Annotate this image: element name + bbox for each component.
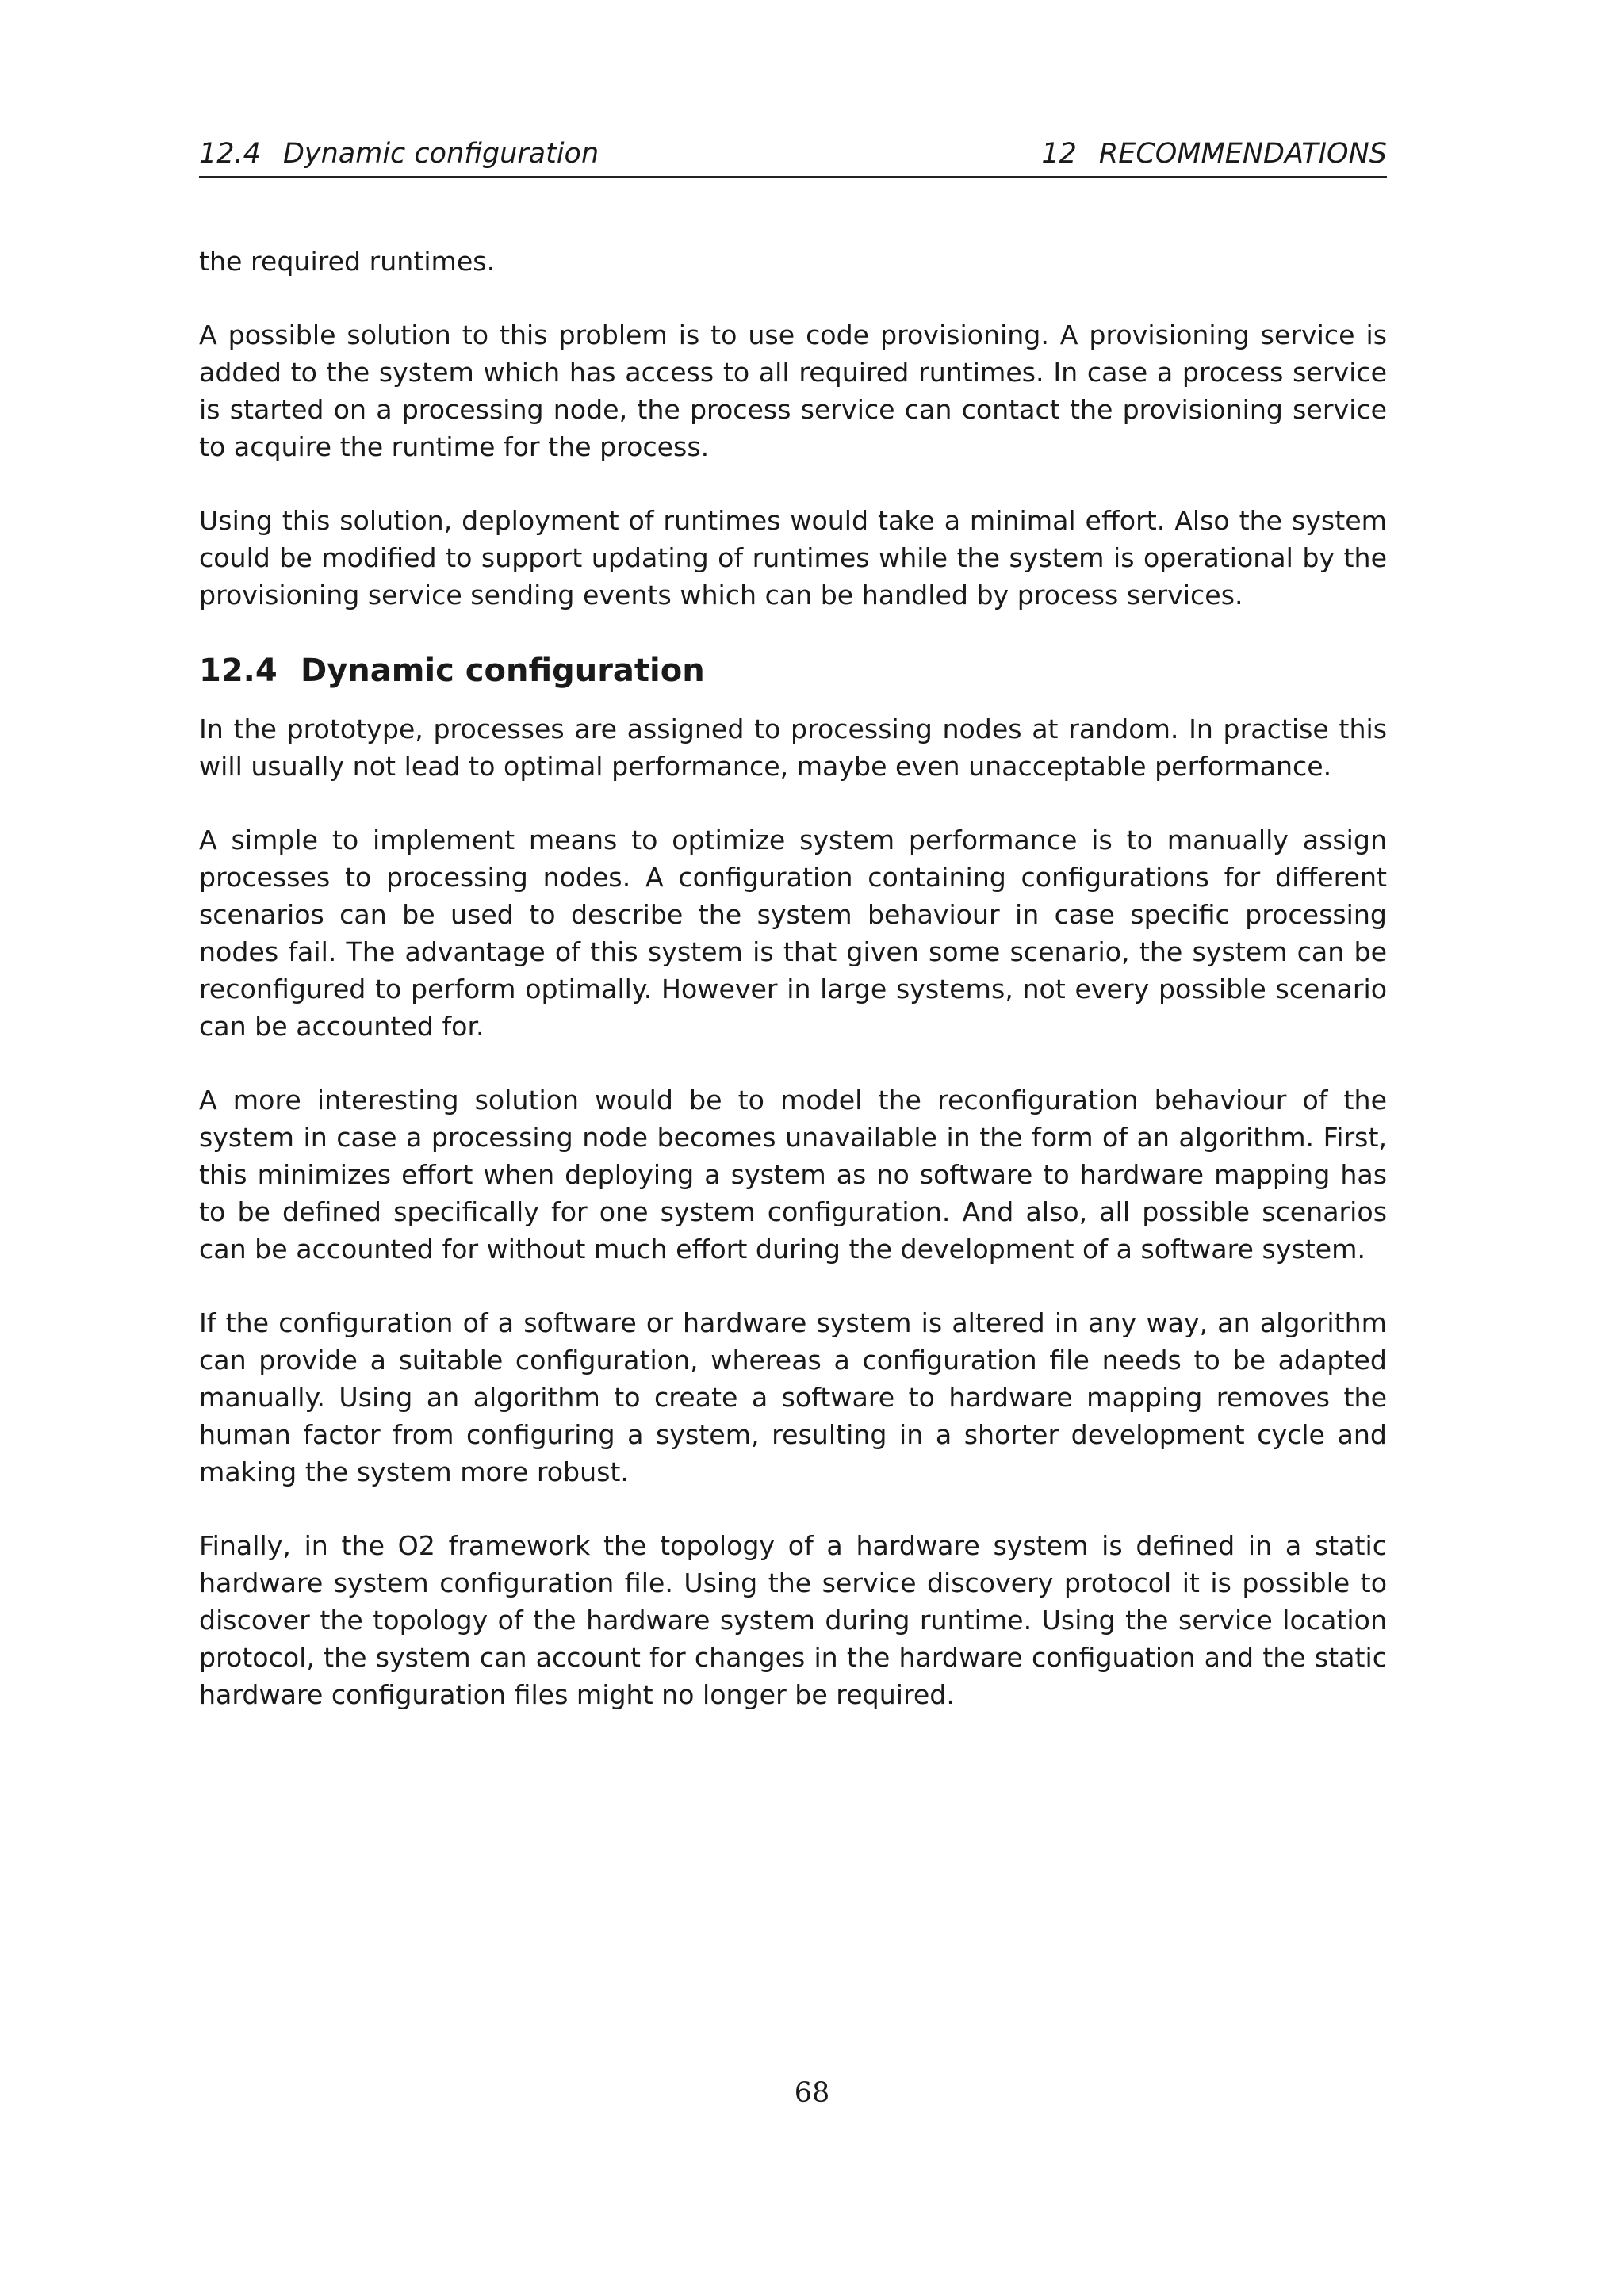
header-section-number: 12.4: [199, 138, 261, 170]
running-header-section: [199, 135, 599, 173]
paragraph: If the configuration of a software or hardware system is altered in any way, an algorithm can provide a suitable configuration, whereas a configuration file needs to be adapted manually. Using an algorithm to create a software to hardware mapping removes the human factor from configuring a system, resulting in a shorter development cycle and making the system more robust.: [199, 1307, 1387, 1487]
paragraph: the required runtimes.: [199, 246, 496, 277]
paragraph: A possible solution to this problem is to use code provisioning. A provisioning service is added to the system which has access to all required runtimes. In case a process service is started on a processing node, the process service can contact the provisioning service to acquire the runtime for the process.: [199, 320, 1387, 462]
running-header: [199, 135, 1387, 178]
header-chapter-number: 12: [1041, 138, 1077, 170]
header-section-title: Dynamic configuration: [282, 138, 599, 170]
section-title: Dynamic configuration: [301, 652, 705, 689]
paragraph: In the prototype, processes are assigned to processing nodes at random. In practise this will usually not lead to optimal performance, maybe even unacceptable performance.: [199, 714, 1387, 782]
body-text: [199, 243, 1387, 1750]
section-number: 12.4: [199, 652, 278, 689]
paragraph: A simple to implement means to optimize system performance is to manually assign processes to processing nodes. A configuration containing configurations for different scenarios can be used to describe the system behaviour in case specific processing nodes fail. The advantage of this system is that given some scenario, the system can be reconfigured to perform optimally. However in large systems, not every possible scenario can be accounted for.: [199, 825, 1387, 1042]
section-heading: [199, 650, 1387, 691]
running-header-chapter: [1041, 135, 1387, 173]
paragraph: A more interesting solution would be to model the reconfiguration behaviour of the system in case a processing node becomes unavailable in the form of an algorithm. First, this minimizes effort when deploying a system as no software to hardware mapping has to be defined specifically for one system configuration. And also, all possible scenarios can be accounted for without much effort during the development of a software system.: [199, 1085, 1387, 1265]
page-number: 68: [794, 2077, 830, 2109]
paragraph: Using this solution, deployment of runtimes would take a minimal effort. Also the system could be modified to support updating of runtimes while the system is operational by the provisioning service sending events which can be handled by process services.: [199, 505, 1387, 610]
paragraph: Finally, in the O2 framework the topology of a hardware system is defined in a static hardware system configuration file. Using the service discovery protocol it is possible to discover the topology of the hardware system during runtime. Using the service location protocol, the system can account for changes in the hardware configuation and the static hardware configuration files might no longer be required.: [199, 1530, 1387, 1710]
header-chapter-title: RECOMMENDATIONS: [1098, 138, 1387, 170]
